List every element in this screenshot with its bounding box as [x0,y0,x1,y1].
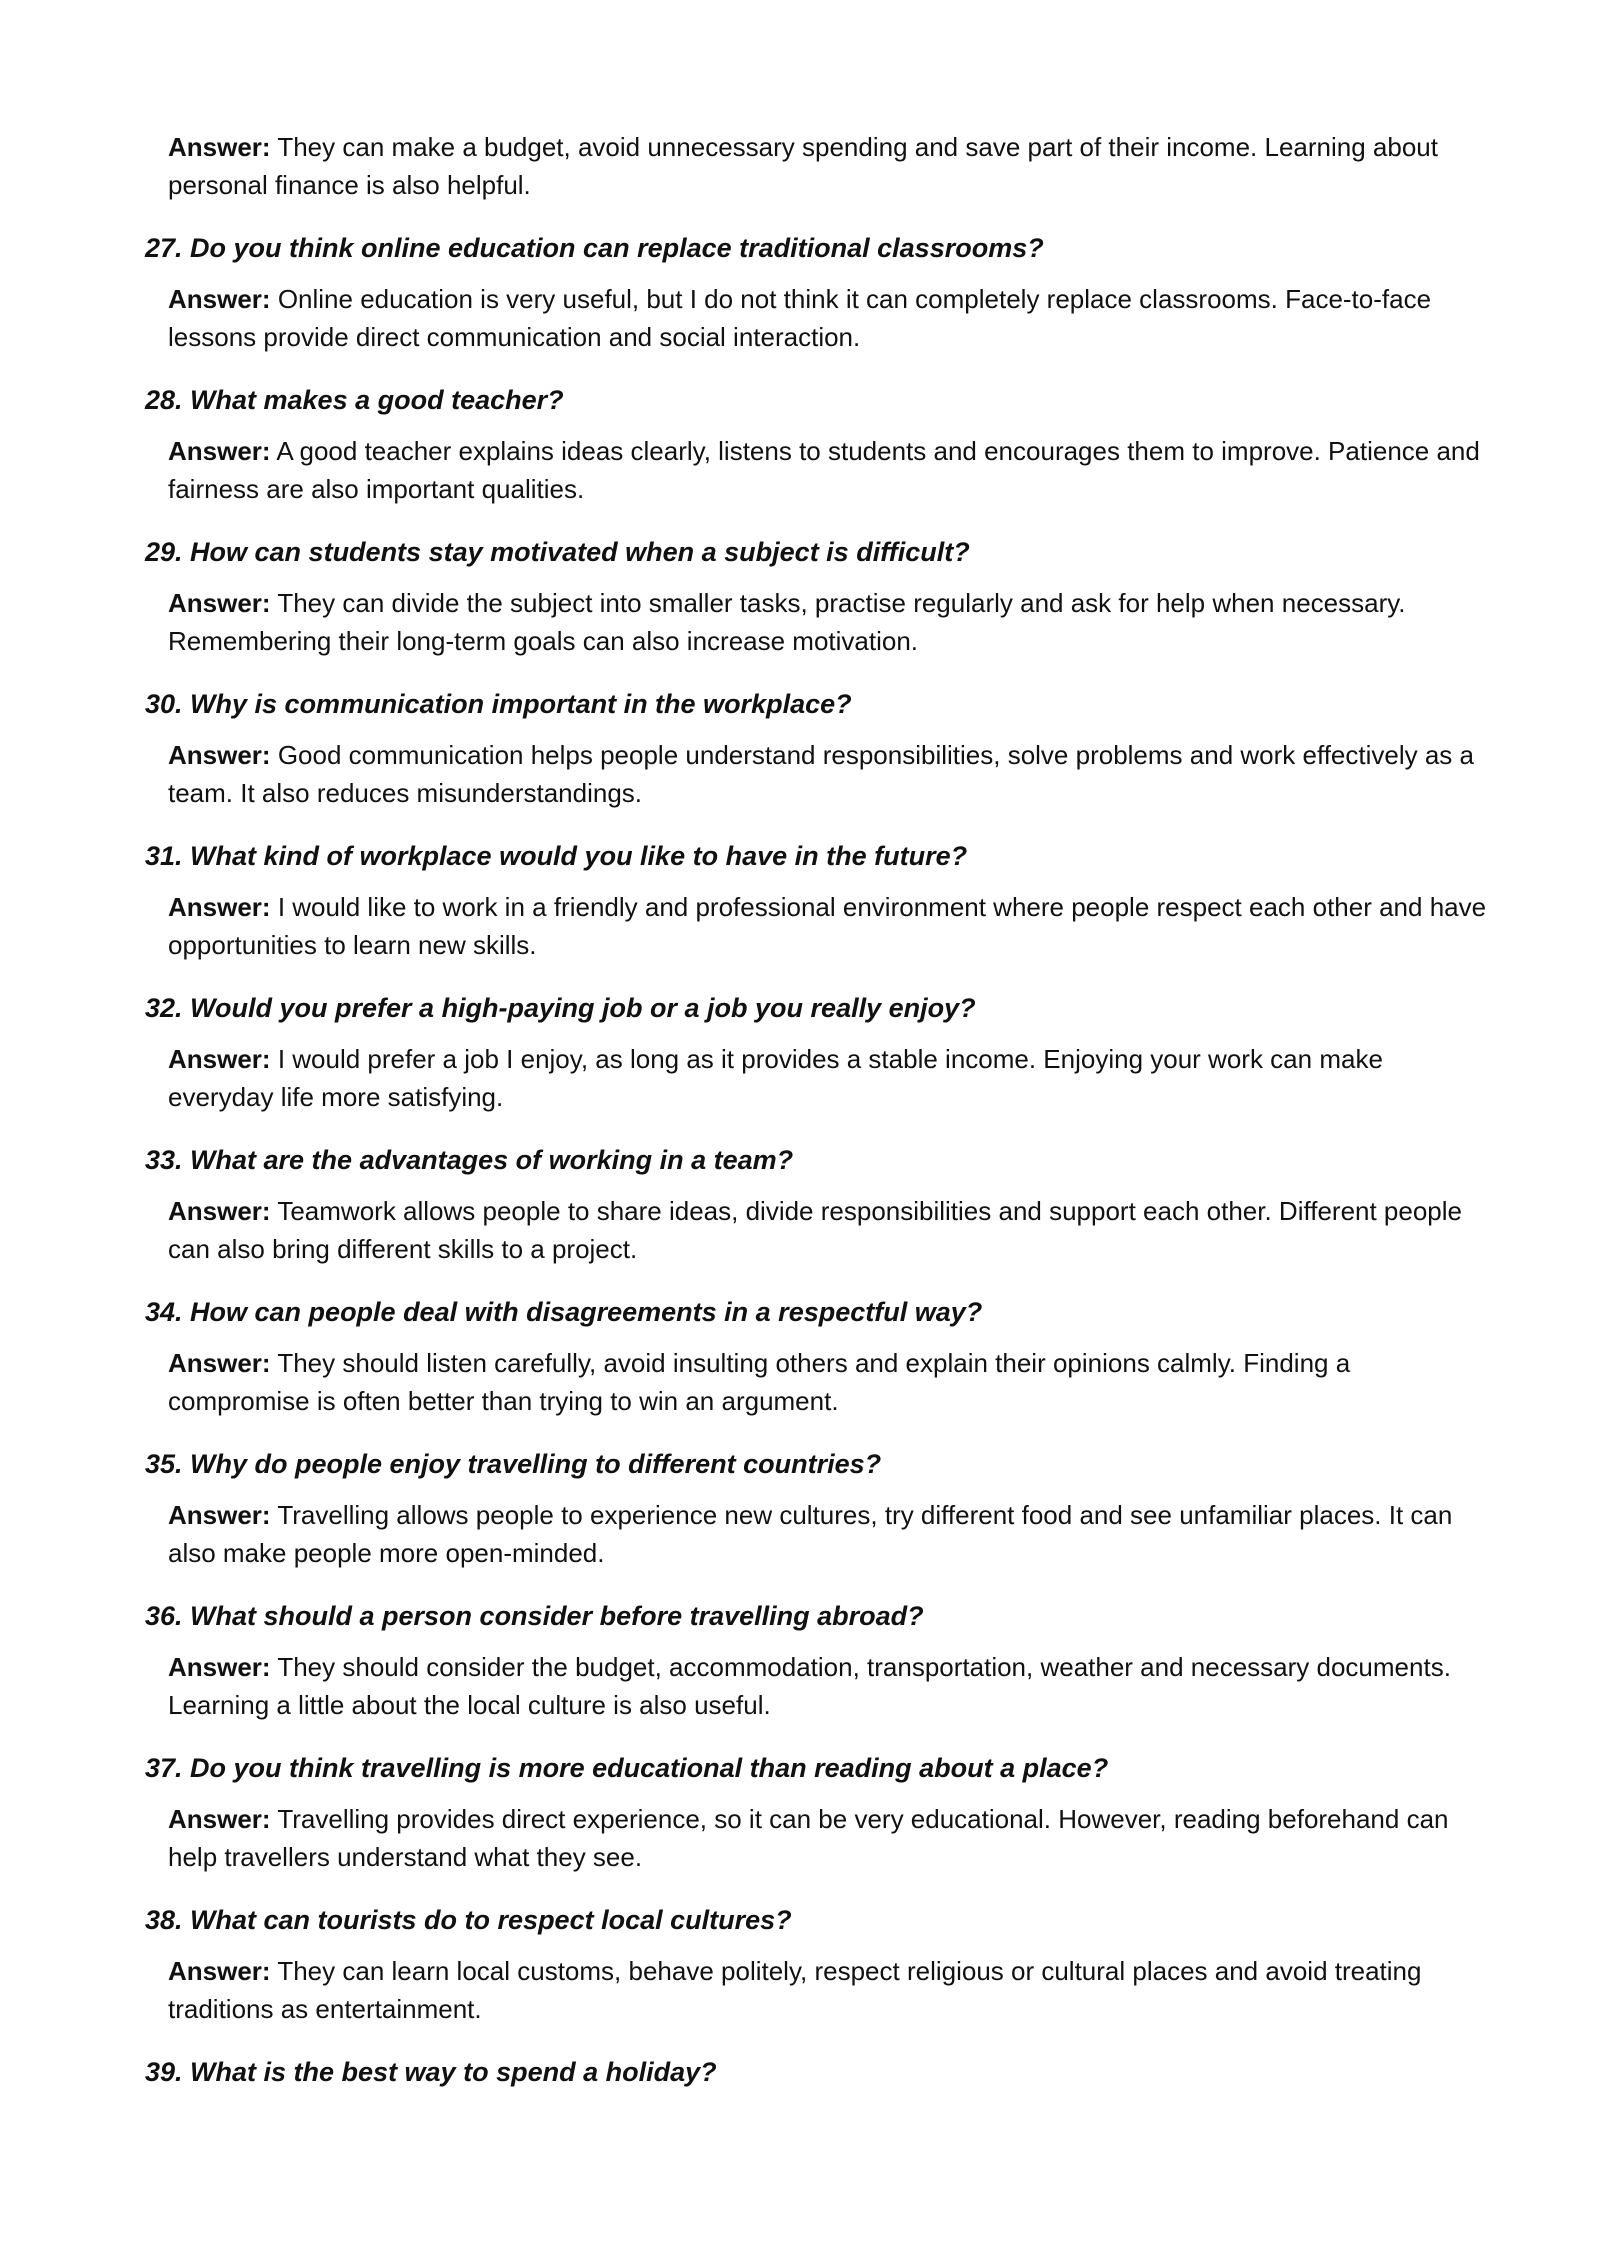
answer [168,736,1488,812]
answer-label: Answer: [168,588,271,618]
answer-text: They can learn local customs, behave politely, respect religious or cultural places and avoid treating traditions as entertainment. [168,1956,1422,2024]
question-heading: 32. Would you prefer a high-paying job or a job you really enjoy? [145,993,976,1023]
qa-item-28 [145,380,1480,508]
qa-item-34 [145,1292,1460,1420]
answer-text: I would prefer a job I enjoy, as long as it provides a stable income. Enjoying your work can make everyday life more satisfying. [168,1044,1383,1112]
answer-label: Answer: [168,1348,271,1378]
qa-item-35 [145,1444,1460,1572]
answer-text: They can make a budget, avoid unnecessary spending and save part of their income. Learning about personal finance is also helpful. [168,132,1438,200]
answer-label: Answer: [168,436,271,466]
answer-text: A good teacher explains ideas clearly, listens to students and encourages them to improve. Patience and fairness are also important qualities. [168,436,1480,504]
question-heading: 30. Why is communication important in the workplace? [145,689,852,719]
answer-label: Answer: [168,1500,271,1530]
answer-label: Answer: [168,892,271,922]
qa-item-27 [145,228,1460,356]
answer-label: Answer: [168,1196,271,1226]
qa-item-36 [145,1596,1460,1724]
intro-answer [168,128,1488,204]
answer-text: I would like to work in a friendly and professional environment where people respect each other and have opportunities to learn new skills. [168,892,1487,960]
answer [168,1800,1488,1876]
answer [168,1344,1488,1420]
question-heading: 28. What makes a good teacher? [145,385,564,415]
answer-label: Answer: [168,1044,271,1074]
question-heading: 29. How can students stay motivated when a subject is difficult? [145,537,970,567]
question-heading-39: 39. What is the best way to spend a holiday? [145,2057,717,2087]
qa-item-37 [145,1748,1460,1876]
answer-text: They should consider the budget, accommodation, transportation, weather and necessary documents. Learning a little about the local culture is also useful. [168,1652,1451,1720]
question-heading: 38. What can tourists do to respect local cultures? [145,1905,792,1935]
answer-text: Teamwork allows people to share ideas, divide responsibilities and support each other. Different people can also bring different skills to a project. [168,1196,1463,1264]
answer [168,888,1488,964]
qa-item-32 [145,988,1460,1116]
answer-text: Travelling provides direct experience, so it can be very educational. However, reading beforehand can help travellers understand what they see. [168,1804,1449,1872]
answer [168,280,1488,356]
answer [168,1040,1488,1116]
qa-item-33 [145,1140,1463,1268]
answer [168,1192,1488,1268]
question-heading: 31. What kind of workplace would you like to have in the future? [145,841,968,871]
answer-text: They can divide the subject into smaller tasks, practise regularly and ask for help when necessary. Remembering their long-term goals can also increase motivation. [168,588,1406,656]
question-heading: 27. Do you think online education can replace traditional classrooms? [145,233,1044,263]
answer [168,584,1488,660]
answer-label: Answer: [168,1652,271,1682]
question-heading: 34. How can people deal with disagreements in a respectful way? [145,1297,983,1327]
answer [168,1952,1488,2028]
question-heading: 36. What should a person consider before travelling abroad? [145,1601,924,1631]
answer-label: Answer: [168,284,271,314]
question-heading: 37. Do you think travelling is more educational than reading about a place? [145,1753,1109,1783]
answer-text: Travelling allows people to experience new cultures, try different food and see unfamiliar places. It can also make people more open-minded. [168,1500,1453,1568]
question-heading: 35. Why do people enjoy travelling to different countries? [145,1449,882,1479]
question-heading: 33. What are the advantages of working in a team? [145,1145,794,1175]
answer-label: Answer: [168,1804,271,1834]
answer-text: Good communication helps people understand responsibilities, solve problems and work effectively as a team. It also reduces misunderstandings. [168,740,1474,808]
answer [168,1648,1488,1724]
answer-text: They should listen carefully, avoid insulting others and explain their opinions calmly. Finding a compromise is often better than trying to win an argument. [168,1348,1351,1416]
answer-text: Online education is very useful, but I do not think it can completely replace classrooms. Face-to-face lessons provide direct communication and social interaction. [168,284,1432,352]
answer-label: Answer: [168,1956,271,1986]
qa-item-29 [145,532,1460,660]
answer [168,432,1488,508]
qa-item-38 [145,1900,1460,2028]
answer [168,1496,1488,1572]
qa-item-30 [145,684,1474,812]
answer-label: Answer: [168,132,271,162]
qa-item-31 [145,836,1487,964]
answer-label: Answer: [168,740,271,770]
